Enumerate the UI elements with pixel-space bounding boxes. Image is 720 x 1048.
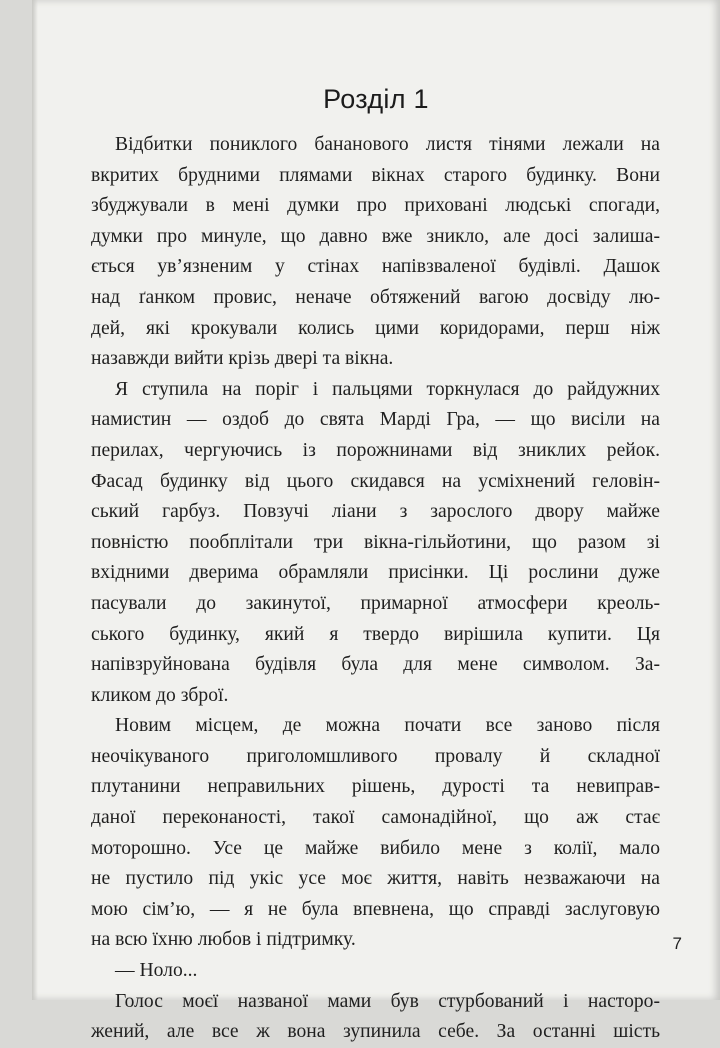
text-line: збуджували в мені думки про приховані людські спогади, bbox=[91, 195, 660, 217]
page-number: 7 bbox=[672, 934, 682, 953]
text-line: назавжди вийти крізь двері та вікна. bbox=[91, 348, 394, 370]
chapter-title: Розділ 1 bbox=[323, 84, 429, 114]
text-line: на всю їхню любов і підтримку. bbox=[91, 929, 356, 951]
text-line: Голос моєї названої мами був стурбований і насторо- bbox=[115, 990, 660, 1012]
text-line: даної переконаності, такої самонадійної, що аж стає bbox=[91, 807, 660, 829]
text-line: плутанини неправильних рішень, дурості та невиправ- bbox=[91, 776, 660, 798]
body-text bbox=[91, 130, 660, 1048]
text-line: Фасад будинку від цього скидався на усміхнений геловін- bbox=[91, 470, 660, 492]
text-line: вкритих брудними плямами вікнах старого будинку. Вони bbox=[91, 164, 660, 186]
text-line: дей, які крокували колись цими коридорами, перш ніж bbox=[91, 317, 660, 339]
text-line: ський гарбуз. Повзучі ліани з зарослого двору майже bbox=[91, 501, 660, 523]
text-line: жений, але все ж вона зупинила себе. За останні шість bbox=[91, 1021, 660, 1043]
text-line: мою сім’ю, — я не була впевнена, що справді заслуговую bbox=[91, 898, 660, 920]
text-line: вхідними дверима обрамляли присінки. Ці рослини дуже bbox=[91, 562, 660, 584]
text-line: Новим місцем, де можна почати все заново після bbox=[115, 715, 660, 737]
book-page bbox=[32, 0, 720, 1043]
text-line: думки про минуле, що давно вже зникло, але досі залиша- bbox=[91, 225, 660, 247]
text-line: Відбитки пониклого бананового листя тінями лежали на bbox=[115, 134, 660, 155]
text-line: ського будинку, який я твердо вирішила купити. Ця bbox=[91, 623, 660, 645]
text-line: над ґанком провис, неначе обтяжений вагою досвіду лю- bbox=[91, 286, 660, 308]
text-line: не пустило під укіс усе моє життя, навіть незважаючи на bbox=[91, 868, 660, 890]
text-line: кликом до зброї. bbox=[91, 684, 229, 706]
text-line: Я ступила на поріг і пальцями торкнулася до райдужних bbox=[115, 378, 660, 400]
text-line: моторошно. Усе це майже вибило мене з колії, мало bbox=[91, 837, 660, 859]
text-line: перилах, чергуючись із порожнинами від зниклих рейок. bbox=[91, 439, 660, 461]
text-line: намистин — оздоб до свята Марді Гра, — що висіли на bbox=[91, 409, 660, 431]
text-line: — Ноло... bbox=[115, 960, 198, 982]
text-line: неочікуваного приголомшливого провалу й складної bbox=[91, 745, 660, 767]
text-line: пасували до закинутої, примарної атмосфери креоль- bbox=[91, 592, 660, 614]
text-line: повністю пообплітали три вікна-гільйотини, що разом зі bbox=[91, 531, 660, 553]
text-line: ється ув’язненим у стінах напівзваленої будівлі. Дашок bbox=[91, 256, 660, 278]
text-line: напівзруйнована будівля була для мене символом. За- bbox=[91, 654, 660, 676]
